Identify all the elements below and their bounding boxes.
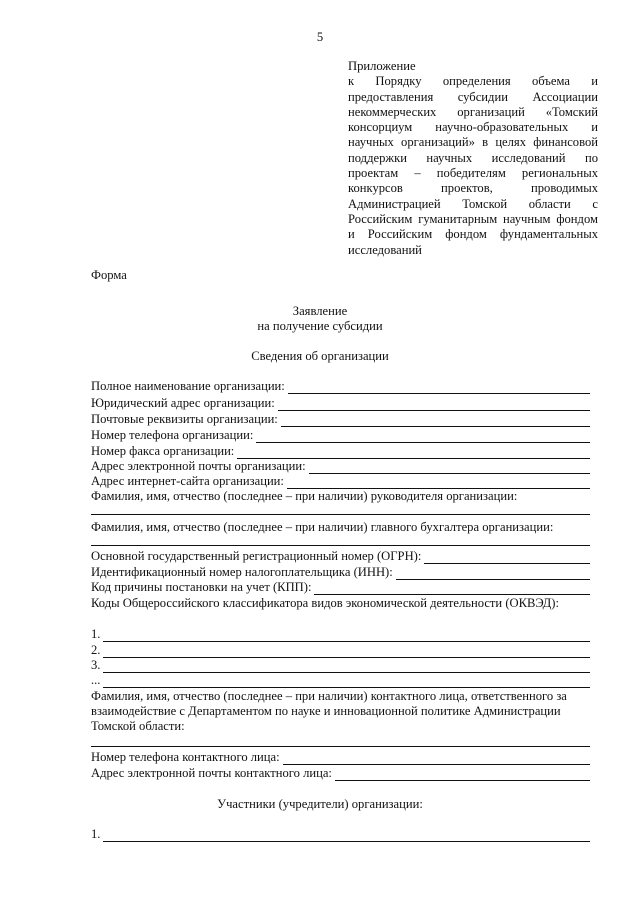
field-inn[interactable] xyxy=(91,565,590,580)
fill-line[interactable] xyxy=(103,660,590,673)
field-ogrn[interactable] xyxy=(91,549,590,564)
field-label: Почтовые реквизиты организации: xyxy=(91,412,278,426)
fill-line[interactable] xyxy=(283,752,590,765)
okved-item[interactable] xyxy=(91,627,590,642)
field-label: Основной государственный регистрационный номер (ОГРН): xyxy=(91,549,422,563)
field-website[interactable] xyxy=(91,474,590,489)
fill-line[interactable] xyxy=(256,430,590,443)
okved-item-number: 3. xyxy=(91,658,101,672)
page-number: 5 xyxy=(316,30,324,44)
fill-line[interactable] xyxy=(237,446,590,459)
okved-item-number: ... xyxy=(91,673,101,687)
fill-line[interactable] xyxy=(396,567,590,580)
fill-line[interactable] xyxy=(281,414,590,427)
field-phone[interactable] xyxy=(91,428,590,443)
founder-item-number: 1. xyxy=(91,827,101,841)
okved-item-number: 2. xyxy=(91,643,101,657)
fill-line[interactable] xyxy=(335,768,590,781)
field-label: Адрес интернет-сайта организации: xyxy=(91,474,284,488)
field-label: Номер факса организации: xyxy=(91,444,235,458)
fill-line[interactable] xyxy=(103,645,590,658)
section-title-organization: Сведения об организации xyxy=(251,349,389,363)
appendix-title: Приложение xyxy=(348,59,416,73)
field-contact-email[interactable] xyxy=(91,766,590,781)
form-label: Форма xyxy=(91,268,127,282)
field-label: Адрес электронной почты контактного лица: xyxy=(91,766,332,780)
heading-subtitle: на получение субсидии xyxy=(257,319,383,333)
field-label: Идентификационный номер налогоплательщика (ИНН): xyxy=(91,565,393,579)
field-accountant-name-label: Фамилия, имя, отчество (последнее – при наличии) главного бухгалтера организации: xyxy=(91,520,554,534)
okved-item[interactable] xyxy=(91,658,590,673)
field-postal[interactable] xyxy=(91,412,590,427)
appendix-text: к Порядку определения объема и предоставления субсидии Ассоциации некоммерческих организаций «Томский консорциум научно-образовательных и научных организаций» в целях финансовой поддержки научных исследований по проектам – победителям региональных конкурсов проектов, проводимых Администрацией Томской области с Российским гуманитарным научным фондом и Российским фондом фундаментальных исследований xyxy=(348,74,598,257)
field-contact-person-label: Фамилия, имя, отчество (последнее – при наличии) контактного лица, ответственного за взаимодействие с Департаментом по науке и инновационной политике Администрации Томской области: xyxy=(91,689,567,733)
fill-line[interactable] xyxy=(314,582,590,595)
fill-line[interactable] xyxy=(424,551,590,564)
field-accountant-name-line[interactable] xyxy=(91,545,590,546)
field-email[interactable] xyxy=(91,459,590,474)
fill-line[interactable] xyxy=(287,476,590,489)
field-label: Код причины постановки на учет (КПП): xyxy=(91,580,312,594)
field-kpp[interactable] xyxy=(91,580,590,595)
field-label: Полное наименование организации: xyxy=(91,379,285,393)
field-head-name-label: Фамилия, имя, отчество (последнее – при наличии) руководителя организации: xyxy=(91,489,518,503)
field-label: Юридический адрес организации: xyxy=(91,396,275,410)
fill-line[interactable] xyxy=(309,461,590,474)
section-title-founders: Участники (учредители) организации: xyxy=(217,797,423,811)
field-full-name[interactable] xyxy=(91,379,590,394)
fill-line[interactable] xyxy=(103,675,590,688)
field-label: Адрес электронной почты организации: xyxy=(91,459,306,473)
field-label: Номер телефона контактного лица: xyxy=(91,750,280,764)
field-contact-phone[interactable] xyxy=(91,750,590,765)
field-okved-label: Коды Общероссийского классификатора видов экономической деятельности (ОКВЭД): xyxy=(91,596,559,610)
field-fax[interactable] xyxy=(91,444,590,459)
okved-item[interactable] xyxy=(91,643,590,658)
field-label: Номер телефона организации: xyxy=(91,428,254,442)
field-contact-person-line[interactable] xyxy=(91,746,590,747)
okved-item-number: 1. xyxy=(91,627,101,641)
fill-line[interactable] xyxy=(103,829,590,842)
founder-item[interactable] xyxy=(91,827,590,842)
okved-item[interactable] xyxy=(91,673,590,688)
fill-line[interactable] xyxy=(278,398,590,411)
heading-title: Заявление xyxy=(292,304,348,318)
fill-line[interactable] xyxy=(288,381,590,394)
field-legal-address[interactable] xyxy=(91,396,590,411)
appendix-block xyxy=(348,59,598,258)
fill-line[interactable] xyxy=(103,629,590,642)
field-head-name-line[interactable] xyxy=(91,514,590,515)
